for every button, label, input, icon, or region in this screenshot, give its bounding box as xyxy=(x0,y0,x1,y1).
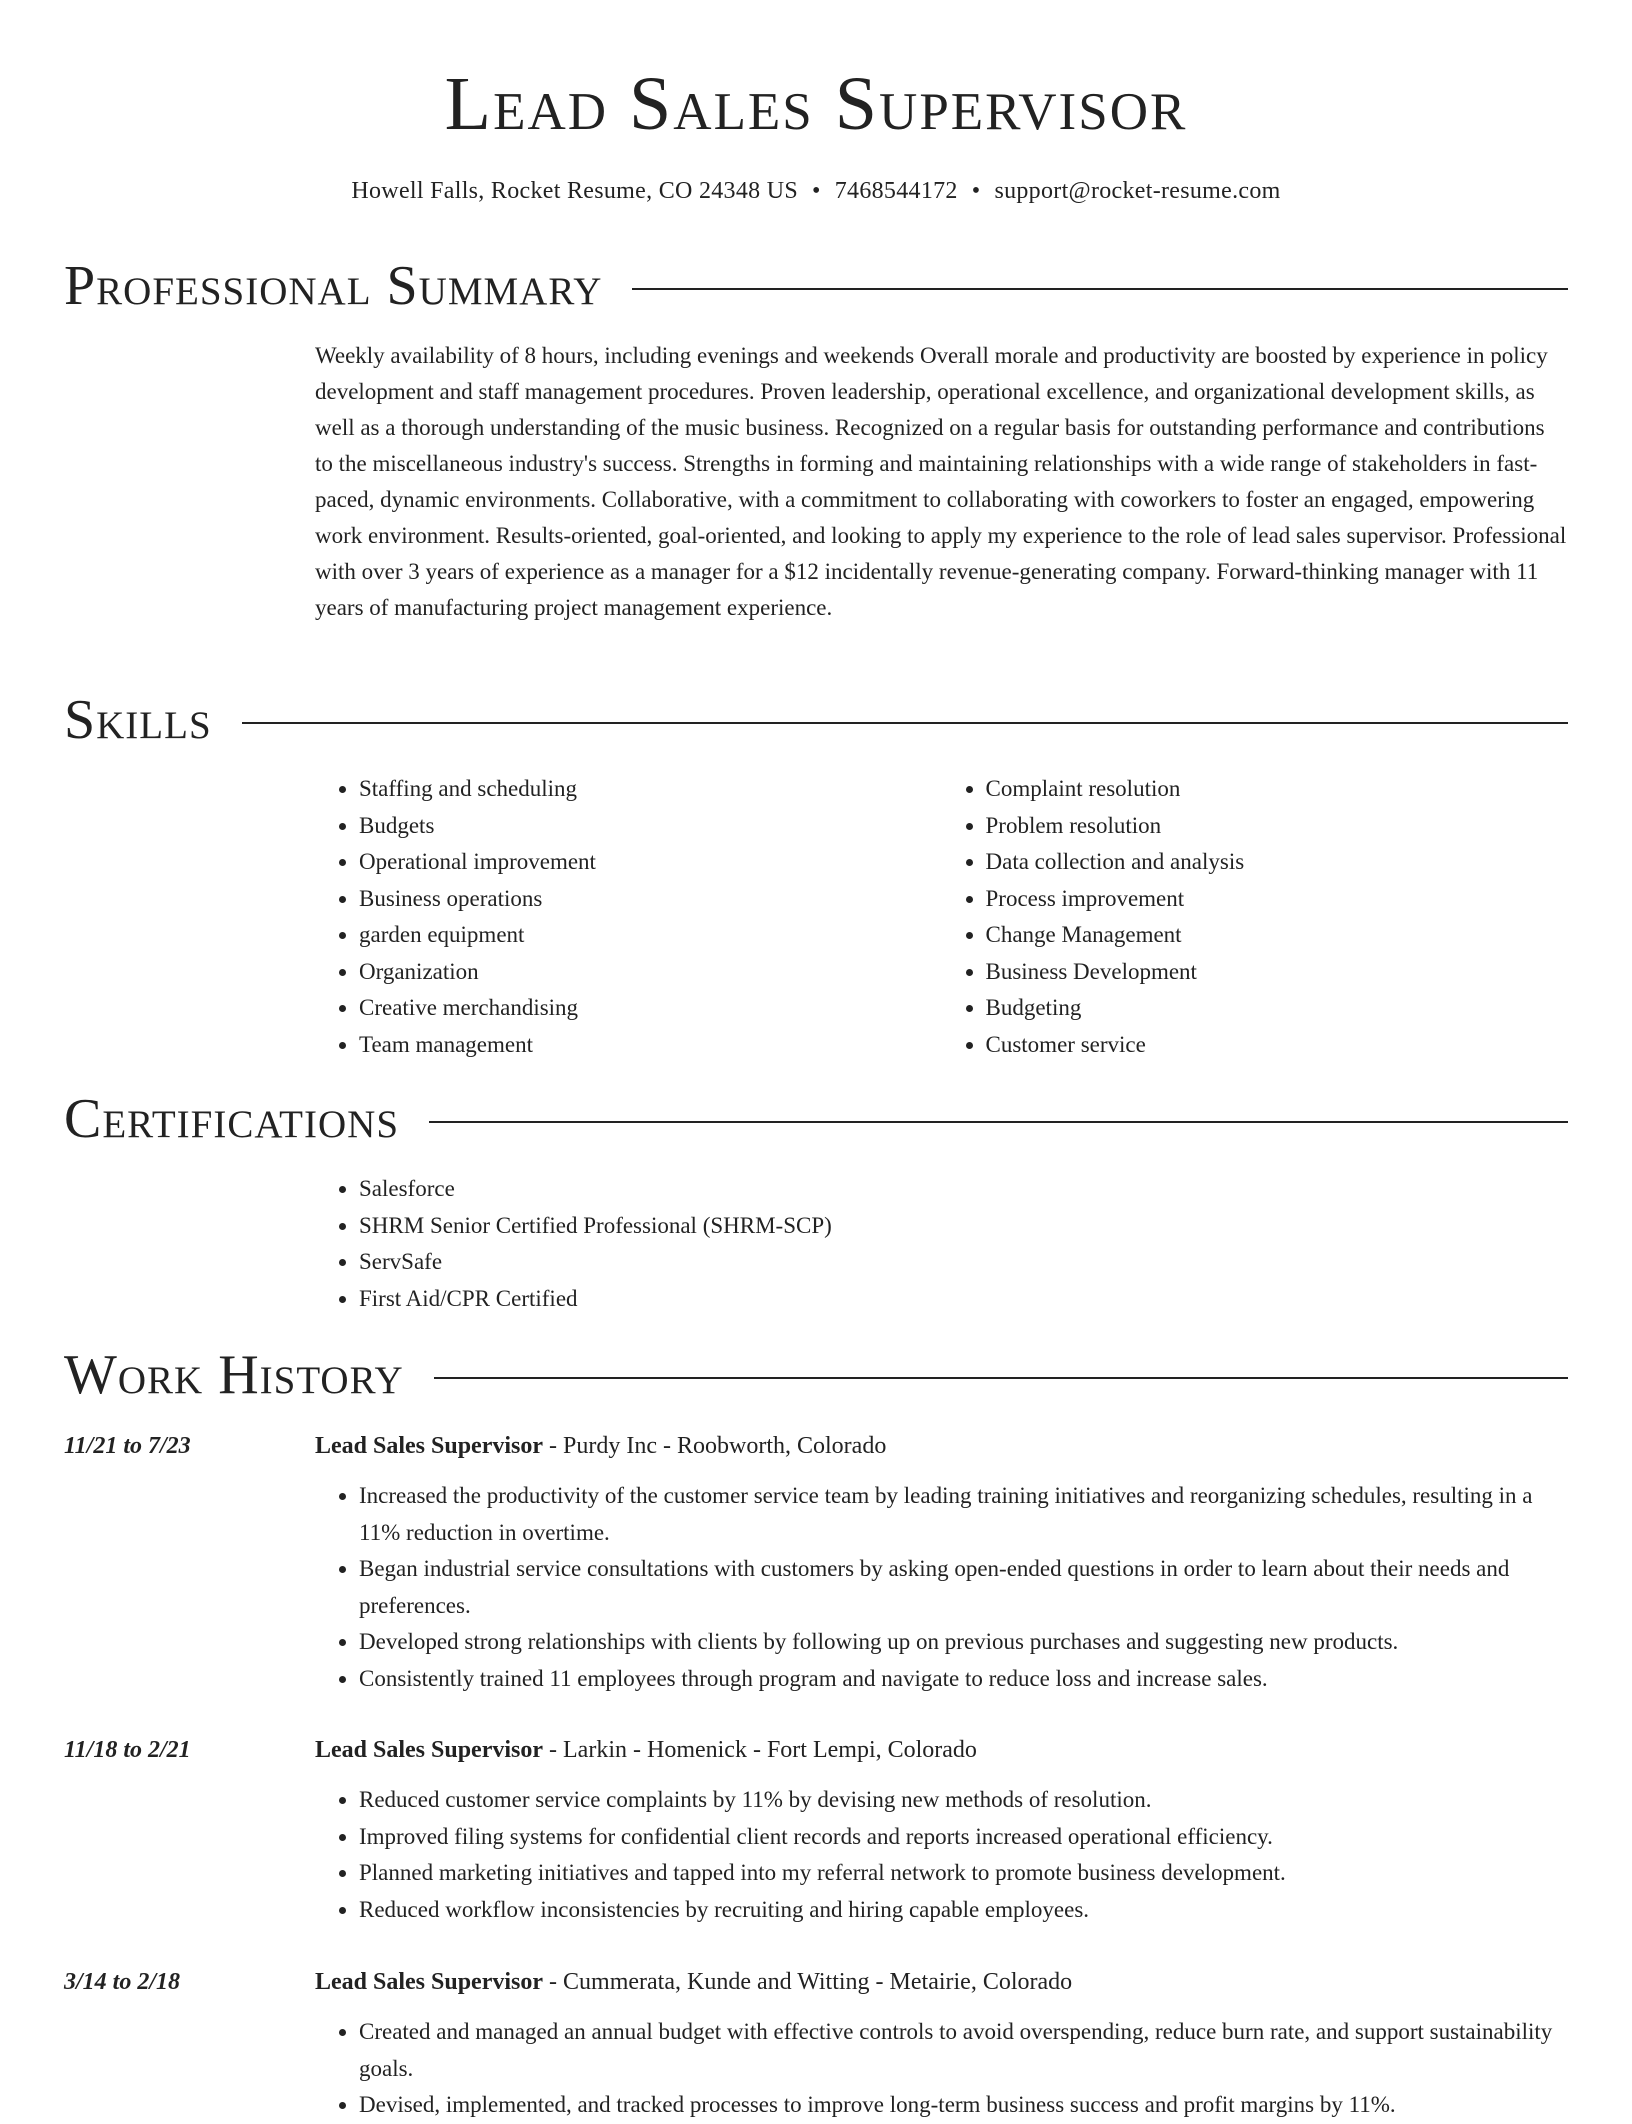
skill-item: • Customer service xyxy=(986,1027,1569,1064)
job-bullets xyxy=(315,1478,1568,1697)
skill-item: • Process improvement xyxy=(986,881,1569,918)
skill-item: • Budgets xyxy=(359,808,942,845)
job-bullets xyxy=(315,2014,1568,2124)
job-bullet: • Devised, implemented, and tracked processes to improve long-term business success and profit margins by 11%. xyxy=(359,2087,1568,2124)
work-history-heading: Work History xyxy=(64,1344,404,1406)
summary-body xyxy=(315,338,1568,626)
job-bullet: • Reduced workflow inconsistencies by recruiting and hiring capable employees. xyxy=(359,1892,1568,1929)
certification-item: • Salesforce xyxy=(359,1171,1568,1208)
job-bullet: • Planned marketing initiatives and tapped into my referral network to promote business development. xyxy=(359,1855,1568,1892)
job-bullet: • Consistently trained 11 employees through program and navigate to reduce loss and increase sales. xyxy=(359,1661,1568,1698)
job-title: Lead Sales Supervisor xyxy=(315,1969,544,1995)
job-bullet: • Began industrial service consultations with customers by asking open-ended questions in order to learn about their needs and preferences. xyxy=(359,1551,1568,1624)
job-bullet: • Developed strong relationships with clients by following up on previous purchases and suggesting new products. xyxy=(359,1624,1568,1661)
skills-columns xyxy=(315,771,1568,1063)
section-divider xyxy=(632,288,1568,290)
section-divider xyxy=(434,1377,1568,1379)
skill-item: • Staffing and scheduling xyxy=(359,771,942,808)
job-dates: 3/14 to 2/18 xyxy=(64,1969,181,1995)
skill-item: • Change Management xyxy=(986,917,1569,954)
phone: 7468544172 xyxy=(834,178,958,204)
job-title-line xyxy=(315,1428,886,1464)
skill-item: • garden equipment xyxy=(359,917,942,954)
job-title-line xyxy=(315,1964,1072,2000)
job-title-line xyxy=(315,1732,977,1768)
skills-list-right xyxy=(942,771,1569,1063)
certification-item: • ServSafe xyxy=(359,1244,1568,1281)
summary-section-header xyxy=(64,254,1568,318)
skills-list-left xyxy=(315,771,942,1063)
skills-heading: Skills xyxy=(64,689,212,751)
summary-text: Weekly availability of 8 hours, including evenings and weekends Overall morale and productivity are boosted by experience in policy development and staff management procedures. Proven leadership, operational excellence, and organizational development skills, as well as a thorough understanding of the music business. Recognized on a regular basis for outstanding performance and contributions to the miscellaneous industry's success. Strengths in forming and maintaining relationships with a wide range of stakeholders in fast-paced, dynamic environments. Collaborative, with a commitment to collaborating with coworkers to foster an engaged, empowering work environment. Results-oriented, goal-oriented, and looking to apply my experience to the role of lead sales supervisor. Professional with over 3 years of experience as a manager for a $12 incidentally revenue-generating company. Forward-thinking manager with 11 years of manufacturing project management experience. xyxy=(315,343,1567,620)
job-bullets xyxy=(315,1782,1568,1928)
job-dates: 11/21 to 7/23 xyxy=(64,1433,191,1459)
contact-line xyxy=(64,174,1568,208)
skill-item: • Team management xyxy=(359,1027,942,1064)
skill-item: • Business operations xyxy=(359,881,942,918)
skill-item: • Problem resolution xyxy=(986,808,1569,845)
work-history-section-header xyxy=(64,1343,1568,1407)
job-dates: 11/18 to 2/21 xyxy=(64,1737,191,1763)
resume-name: Lead Sales Supervisor xyxy=(444,62,1188,146)
separator: • xyxy=(812,178,821,204)
job-title: Lead Sales Supervisor xyxy=(315,1737,544,1763)
certification-item: • SHRM Senior Certified Professional (SHRM-SCP) xyxy=(359,1208,1568,1245)
address: Howell Falls, Rocket Resume, CO 24348 US xyxy=(351,178,799,204)
job-title: Lead Sales Supervisor xyxy=(315,1433,544,1459)
email-link[interactable]: support@rocket-resume.com xyxy=(994,178,1281,204)
skill-item: • Operational improvement xyxy=(359,844,942,881)
certifications-body xyxy=(315,1171,1568,1317)
job-employer: - Cummerata, Kunde and Witting - Metairie, Colorado xyxy=(543,1969,1073,1995)
skill-item: • Organization xyxy=(359,954,942,991)
job-bullet: • Reduced customer service complaints by 11% by devising new methods of resolution. xyxy=(359,1782,1568,1819)
certifications-section-header xyxy=(64,1087,1568,1151)
skills-body xyxy=(315,771,1568,1063)
job-bullet: • Created and managed an annual budget with effective controls to avoid overspending, reduce burn rate, and support sustainability goals. xyxy=(359,2014,1568,2087)
skill-item: • Complaint resolution xyxy=(986,771,1569,808)
skill-item: • Budgeting xyxy=(986,990,1569,1027)
skills-section-header xyxy=(64,688,1568,752)
skill-item: • Business Development xyxy=(986,954,1569,991)
job-employer: - Larkin - Homenick - Fort Lempi, Colorado xyxy=(543,1737,977,1763)
skill-item: • Data collection and analysis xyxy=(986,844,1569,881)
section-divider xyxy=(242,722,1568,724)
job-employer: - Purdy Inc - Roobworth, Colorado xyxy=(543,1433,887,1459)
job-bullet: • Increased the productivity of the customer service team by leading training initiatives and reorganizing schedules, resulting in a 11% reduction in overtime. xyxy=(359,1478,1568,1551)
separator: • xyxy=(971,178,981,204)
skill-item: • Creative merchandising xyxy=(359,990,942,1027)
section-divider xyxy=(429,1121,1568,1123)
certifications-list xyxy=(315,1171,1568,1317)
certifications-heading: Certifications xyxy=(64,1088,400,1150)
summary-heading: Professional Summary xyxy=(64,255,603,317)
job-bullet: • Improved filing systems for confidential client records and reports increased operational efficiency. xyxy=(359,1819,1568,1856)
certification-item: • First Aid/CPR Certified xyxy=(359,1281,1568,1318)
